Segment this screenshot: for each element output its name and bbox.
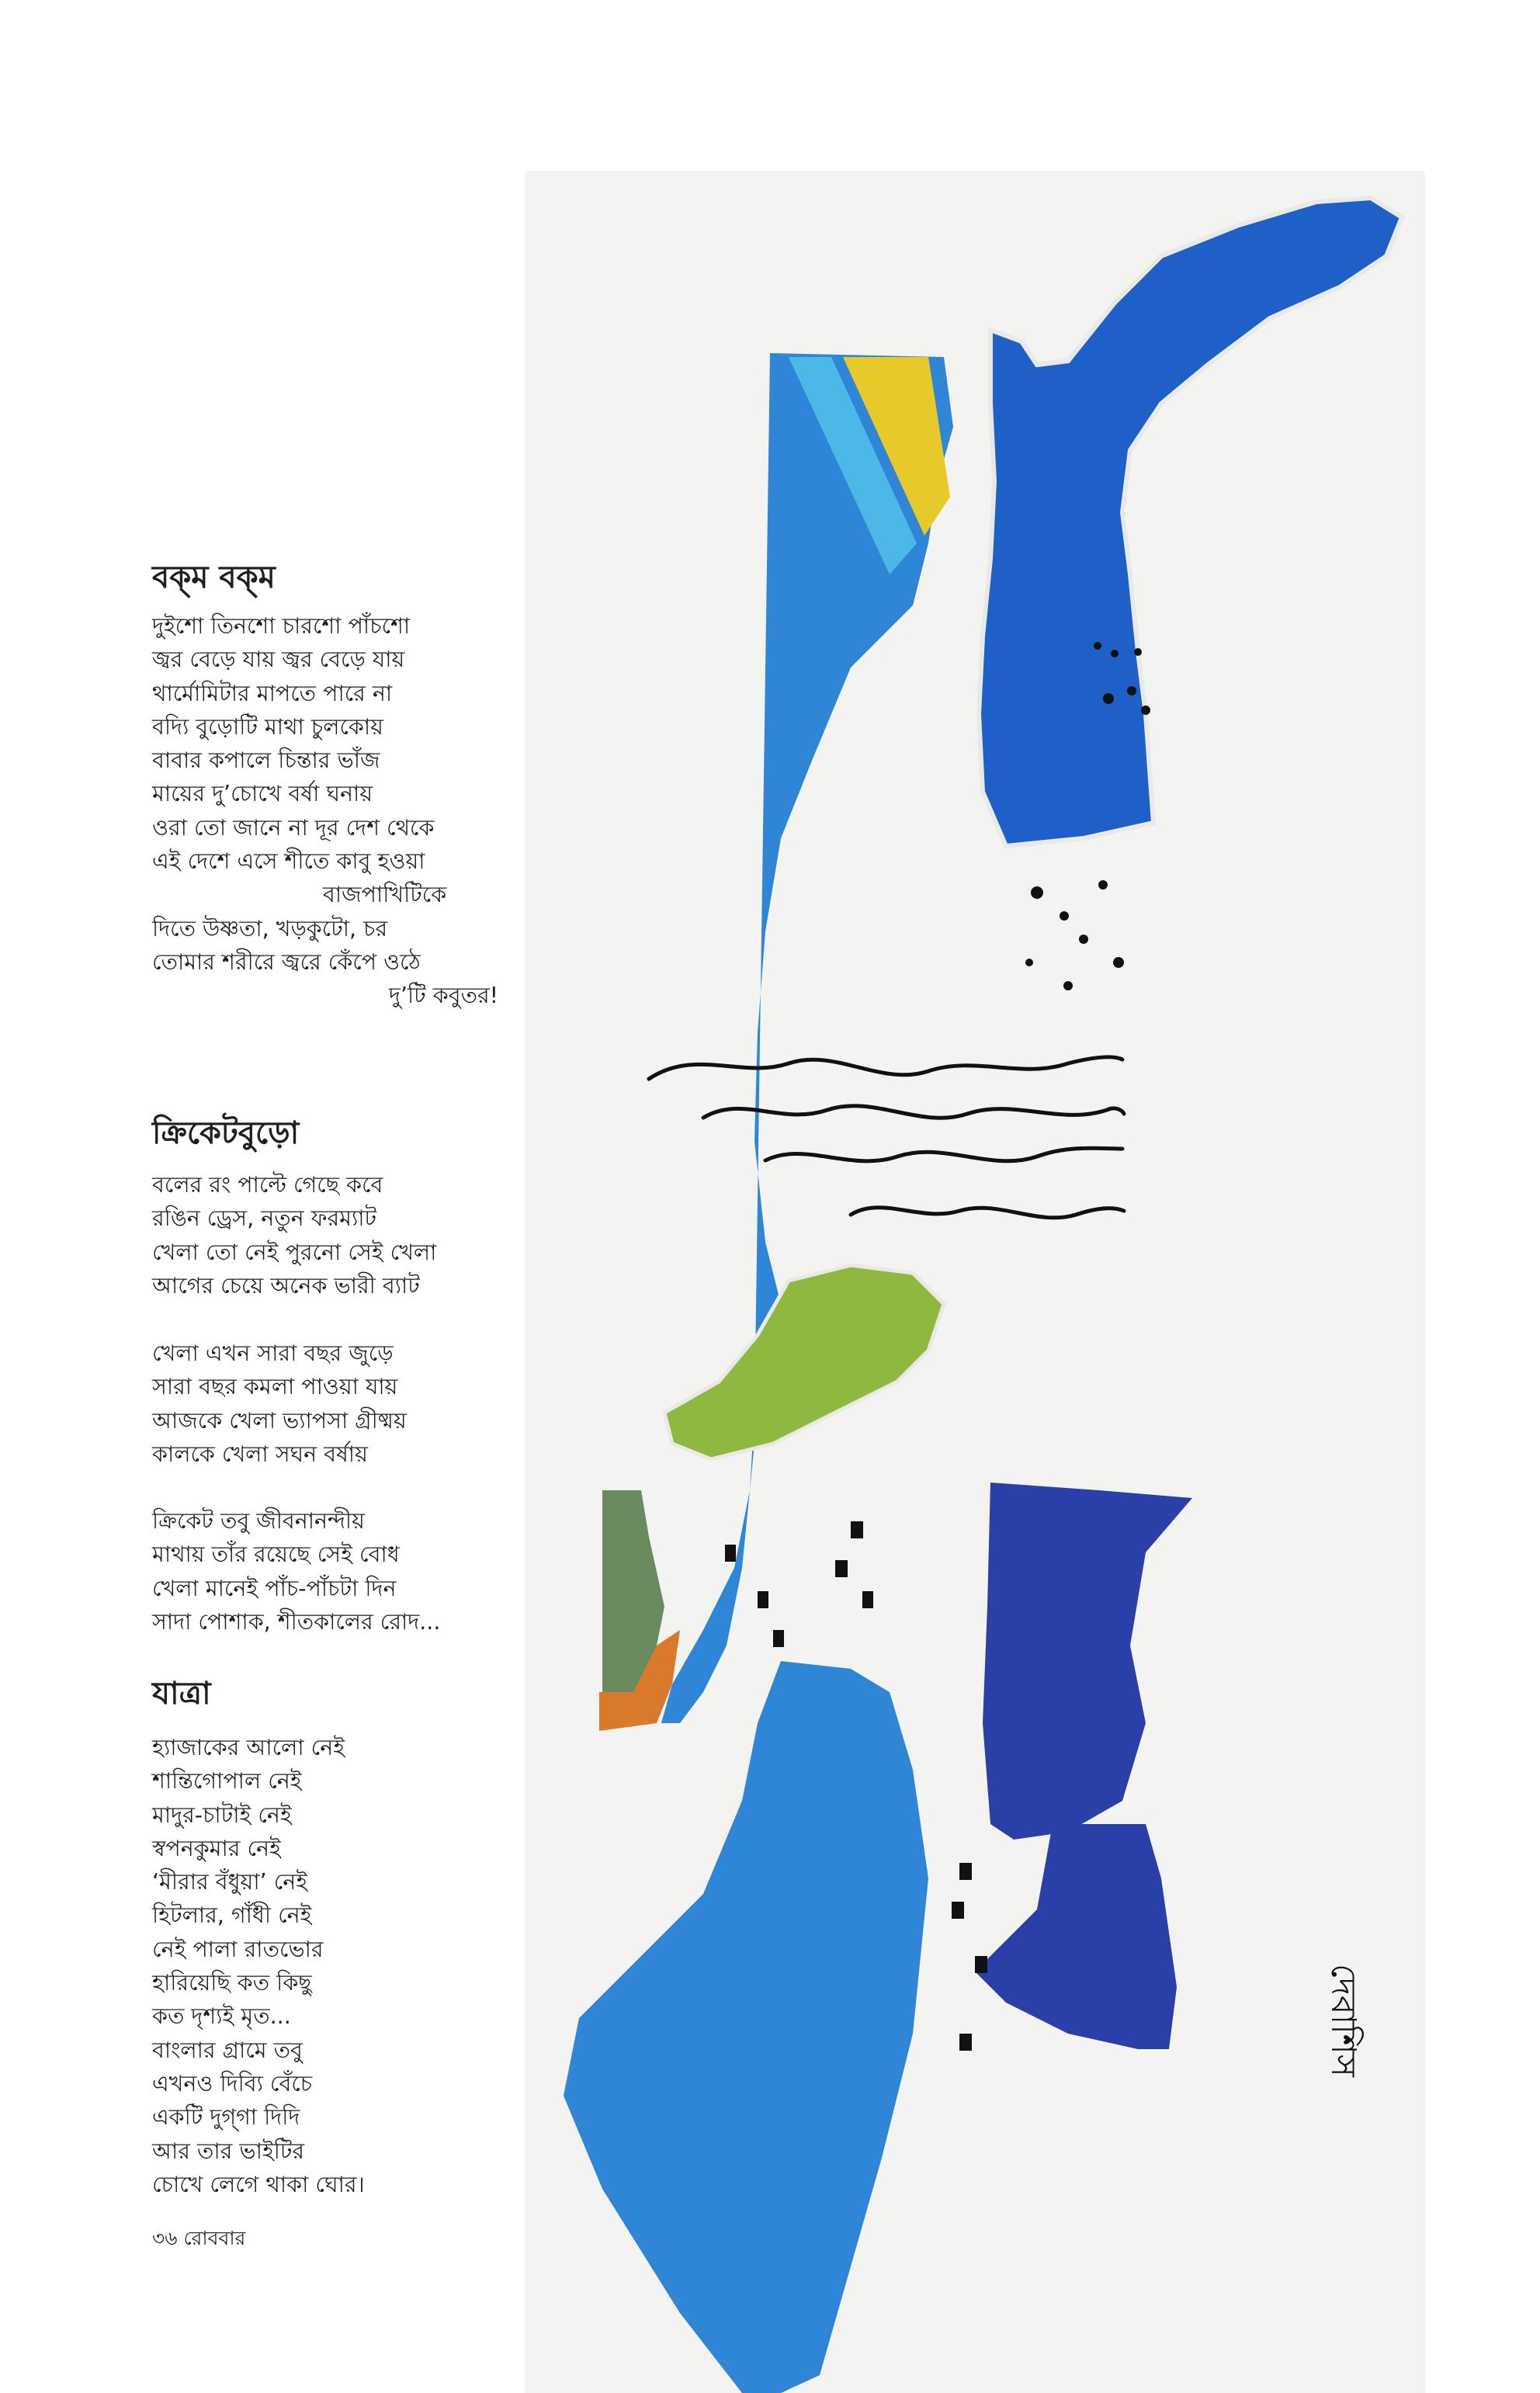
poem-line: খেলা মানেই পাঁচ-পাঁচটা দিন <box>152 1575 397 1601</box>
poem-line: মাদুর-চাটাই নেই <box>152 1802 292 1828</box>
poem-line: আজকে খেলা ভ্যাপসা গ্রীষ্ময় <box>152 1407 407 1434</box>
poem-line: ক্রিকেট তবু জীবনানন্দীয় <box>152 1508 365 1534</box>
ultramarine-block-2 <box>975 1824 1177 2049</box>
poem-line: আর তার ভাইটির <box>152 2138 305 2164</box>
poem-line: মায়ের দু’চোখে বর্ষা ঘনায় <box>152 781 373 807</box>
poem-line: ওরা তো জানে না দূর দেশ থেকে <box>152 814 435 841</box>
poem-title-1: বক্‌ম বক্‌ম <box>152 560 276 595</box>
poem-line: বাংলার গ্রামে তবু <box>152 2037 303 2063</box>
poem-line: তোমার শরীরে জ্বরে কেঁপে ওঠে <box>152 949 421 975</box>
poem-title-2: ক্রিকেটবুড়ো <box>152 1115 300 1151</box>
poem-2-stanza-3 <box>152 1504 556 1639</box>
poem-line: দিতে উষ্ণতা, খড়কুটো, চর <box>152 915 388 942</box>
poem-line: নেই পালা রাতভোর <box>152 1936 324 1962</box>
poem-line: থার্মোমিটার মাপতে পারে না <box>152 680 393 706</box>
poem-line: বদ্যি বুড়োটি মাথা চুলকোয় <box>152 713 383 740</box>
blue-strip <box>661 353 953 1723</box>
poem-line: বলের রং পাল্টে গেছে কবে <box>152 1172 383 1198</box>
poem-line: কত দৃশ্যই মৃত... <box>152 2003 291 2030</box>
collage-svg <box>525 171 1425 2393</box>
poem-line: বাবার কপালে চিন্তার ভাঁজ <box>152 747 380 774</box>
poem-line: জ্বর বেড়ে যায় জ্বর বেড়ে যায় <box>152 647 405 673</box>
collage-artwork <box>525 171 1425 2393</box>
poem-line: শান্তিগোপাল নেই <box>152 1768 302 1795</box>
poem-line: এই দেশে এসে শীতে কাবু হওয়া <box>152 848 425 875</box>
poem-line: সাদা পোশাক, শীতকালের রোদ... <box>152 1608 441 1635</box>
poem-line: হারিয়েছি কত কিছু <box>152 1970 312 1996</box>
poem-line: রঙিন ড্রেস, নতুন ফরম্যাট <box>152 1205 377 1232</box>
poem-line: কালকে খেলা সঘন বর্ষায় <box>152 1441 368 1467</box>
poem-2-stanza-2 <box>152 1337 556 1471</box>
artist-signature: দেবাশিস <box>1323 1964 1363 2077</box>
poem-line: বাজপাখিটিকে <box>323 882 447 908</box>
wavy-lines <box>649 1057 1124 1218</box>
poem-title-3: যাত্রা <box>152 1676 211 1712</box>
poem-line: ‘মীরার বঁধুয়া’ নেই <box>152 1869 308 1895</box>
poem-line: দু’টি কবুতর! <box>389 983 499 1009</box>
poem-2-stanza-1 <box>152 1168 556 1302</box>
poem-3-stanza-1 <box>152 1731 556 2201</box>
sky-lower-shape <box>564 1661 928 2393</box>
poem-line: আগের চেয়ে অনেক ভারী ব্যাট <box>152 1272 420 1299</box>
ultramarine-block-1 <box>983 1483 1192 1840</box>
cobalt-top-shape <box>979 198 1402 846</box>
poem-line: একটি দুগ্‌গা দিদি <box>152 2104 300 2131</box>
poem-line: দুইশো তিনশো চারশো পাঁচশো <box>152 613 411 639</box>
page-folio: ৩৬ রোববার <box>152 2227 246 2249</box>
poem-line: হ্যাজাকের আলো নেই <box>152 1735 345 1760</box>
olive-torn-piece <box>664 1265 944 1459</box>
poem-line: খেলা তো নেই পুরনো সেই খেলা <box>152 1239 437 1265</box>
poem-1-stanza-1 <box>152 609 556 1013</box>
poem-line: স্বপনকুমার নেই <box>152 1835 281 1861</box>
poem-line: এখনও দিব্যি বেঁচে <box>152 2070 313 2096</box>
poem-line: খেলা এখন সারা বছর জুড়ে <box>152 1340 394 1366</box>
poem-line: হিটলার, গাঁধী নেই <box>152 1902 312 1929</box>
poem-line: মাথায় তাঁর রয়েছে সেই বোধ <box>152 1542 400 1568</box>
poem-line: সারা বছর কমলা পাওয়া যায় <box>152 1374 398 1400</box>
poem-line: চোখে লেগে থাকা ঘোর। <box>152 2171 365 2197</box>
